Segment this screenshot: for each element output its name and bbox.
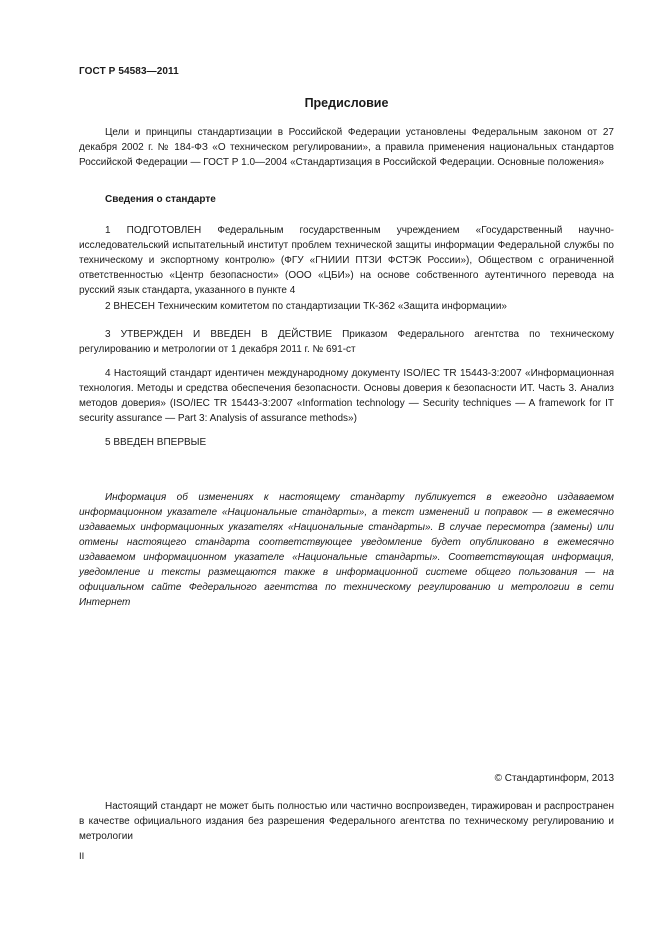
- intro-paragraph: Цели и принципы стандартизации в Российской Федерации установлены Федеральным законом от 27 декабря 2002 г. № 184-ФЗ «О техническом регулировании», а правила применения национальных стандартов Российской Федерации — ГОСТ Р 1.0—2004 «Стандартизация в Российской Федерации. Основные положения»: [79, 127, 614, 168]
- page-number: II: [79, 851, 85, 862]
- item-1-section: [79, 223, 614, 298]
- item-paragraph-3: 3 УТВЕРЖДЕН И ВВЕДЕН В ДЕЙСТВИЕ Приказом Федерального агентства по техническому регулированию и метрологии от 1 декабря 2011 г. № 691-ст: [79, 329, 614, 355]
- notice-section: [79, 490, 614, 610]
- item-5-section: [79, 435, 614, 450]
- item-paragraph-4: 4 Настоящий стандарт идентичен международному документу ISO/IEC TR 15443-3:2007 «Информационная технология. Методы и средства обеспечения безопасности. Основы доверия к безопасности ИТ. Часть 3. Анализ методов доверия» (ISO/IEC TR 15443-3:2007 «Information technology — Security techniques — A framework for IT security assurance — Part 3: Analysis of assurance methods»): [79, 368, 614, 424]
- section-subheading: Сведения о стандарте: [105, 194, 216, 205]
- standard-id-header: ГОСТ Р 54583—2011: [79, 66, 179, 77]
- page-title: Предисловие: [304, 96, 389, 110]
- intro-section: [79, 125, 614, 170]
- copyright-line: © Стандартинформ, 2013: [494, 773, 614, 784]
- item-3-section: [79, 327, 614, 357]
- reproduction-section: [79, 799, 614, 844]
- reproduction-paragraph: Настоящий стандарт не может быть полностью или частично воспроизведен, тиражирован и распространен в качестве официального издания без разрешения Федерального агентства по техническому регулированию и метрологии: [79, 801, 614, 842]
- item-4-section: [79, 366, 614, 426]
- item-paragraph-1: 1 ПОДГОТОВЛЕН Федеральным государственным учреждением «Государственный научно-исследовательский испытательный институт проблем технической защиты информации Федеральной службы по техническому и экспортному контролю» (ФГУ «ГНИИИ ПТЗИ ФСТЭК России»), Обществом с ограниченной ответственностью «Центр безопасности» (ООО «ЦБИ») на основе собственного аутентичного перевода на русский язык стандарта, указанного в пункте 4: [79, 225, 614, 296]
- item-2-section: [79, 299, 614, 314]
- item-paragraph-2: 2 ВНЕСЕН Техническим комитетом по стандартизации ТК-362 «Защита информации»: [105, 301, 507, 312]
- item-paragraph-5: 5 ВВЕДЕН ВПЕРВЫЕ: [105, 437, 207, 448]
- notice-paragraph: Информация об изменениях к настоящему стандарту публикуется в ежегодно издаваемом информационном указателе «Национальные стандарты», а текст изменений и поправок — в ежемесячно издаваемых информационных указателях «Национальные стандарты». В случае пересмотра (замены) или отмены настоящего стандарта соответствующее уведомление будет опубликовано в ежемесячно издаваемом информационном указателе «Национальные стандарты». Соответствующая информация, уведомление и тексты размещаются также в информационной системе общего пользования — на официальном сайте Федерального агентства по техническому регулированию и метрологии в сети Интернет: [79, 492, 614, 608]
